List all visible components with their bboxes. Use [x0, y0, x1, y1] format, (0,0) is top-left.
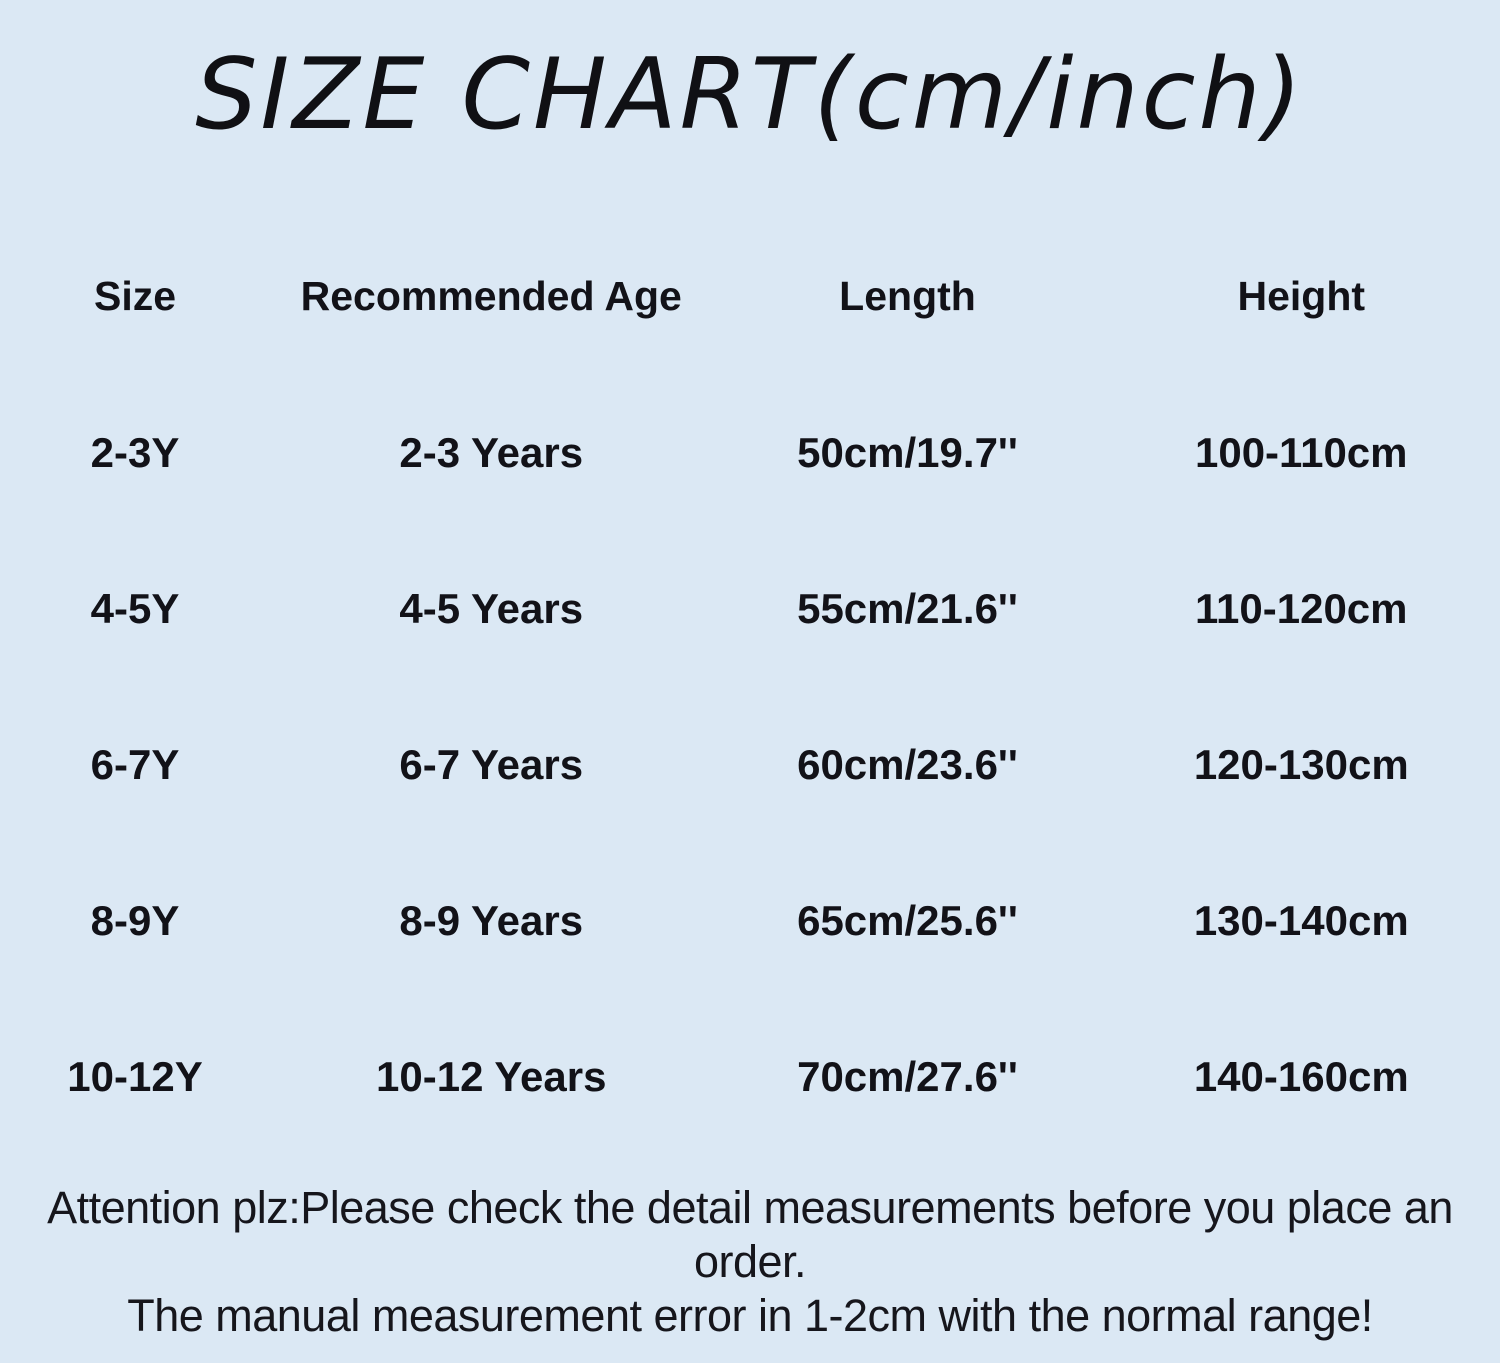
column-header-length: Length: [839, 273, 976, 319]
attention-note-line: Attention plz:Please check the detail measurements before you place an: [47, 1181, 1453, 1233]
table-cell-length: 55cm/21.6'': [797, 584, 1018, 632]
column-header-height: Height: [1237, 273, 1366, 319]
table-cell-length: 60cm/23.6'': [797, 740, 1018, 788]
table-cell-height: 100-110cm: [1194, 428, 1408, 476]
table-cell-length: 50cm/19.7'': [797, 428, 1018, 476]
page-title: SIZE CHART(cm/inch): [195, 38, 1305, 152]
table-cell-height: 120-130cm: [1193, 740, 1409, 788]
table-header-row: [0, 219, 1500, 375]
table-cell-height: 110-120cm: [1194, 584, 1408, 632]
table-cell-size: 8-9Y: [90, 896, 180, 944]
table-row: [0, 687, 1500, 843]
table-row: [0, 843, 1500, 999]
table-cell-size: 10-12Y: [67, 1052, 203, 1100]
attention-note: [0, 1181, 1500, 1343]
table-cell-size: 2-3Y: [90, 428, 180, 476]
table-cell-age: 10-12 Years: [376, 1052, 607, 1100]
table-row: [0, 999, 1500, 1155]
table-cell-age: 6-7 Years: [399, 740, 584, 788]
column-header-size: Size: [93, 273, 177, 319]
table-cell-length: 70cm/27.6'': [797, 1052, 1018, 1100]
table-cell-age: 8-9 Years: [399, 896, 584, 944]
attention-note-line: The manual measurement error in 1-2cm with the normal range!: [127, 1289, 1373, 1341]
table-cell-age: 4-5 Years: [399, 584, 584, 632]
attention-note-line: order.: [693, 1235, 807, 1287]
table-row: [0, 531, 1500, 687]
table-cell-age: 2-3 Years: [399, 428, 584, 476]
table-row: [0, 375, 1500, 531]
column-header-recommended-age: Recommended Age: [300, 273, 682, 319]
size-table: [0, 219, 1500, 1155]
table-cell-length: 65cm/25.6'': [797, 896, 1018, 944]
table-cell-height: 130-140cm: [1193, 896, 1409, 944]
table-cell-size: 4-5Y: [90, 584, 180, 632]
table-cell-size: 6-7Y: [90, 740, 180, 788]
table-cell-height: 140-160cm: [1193, 1052, 1409, 1100]
